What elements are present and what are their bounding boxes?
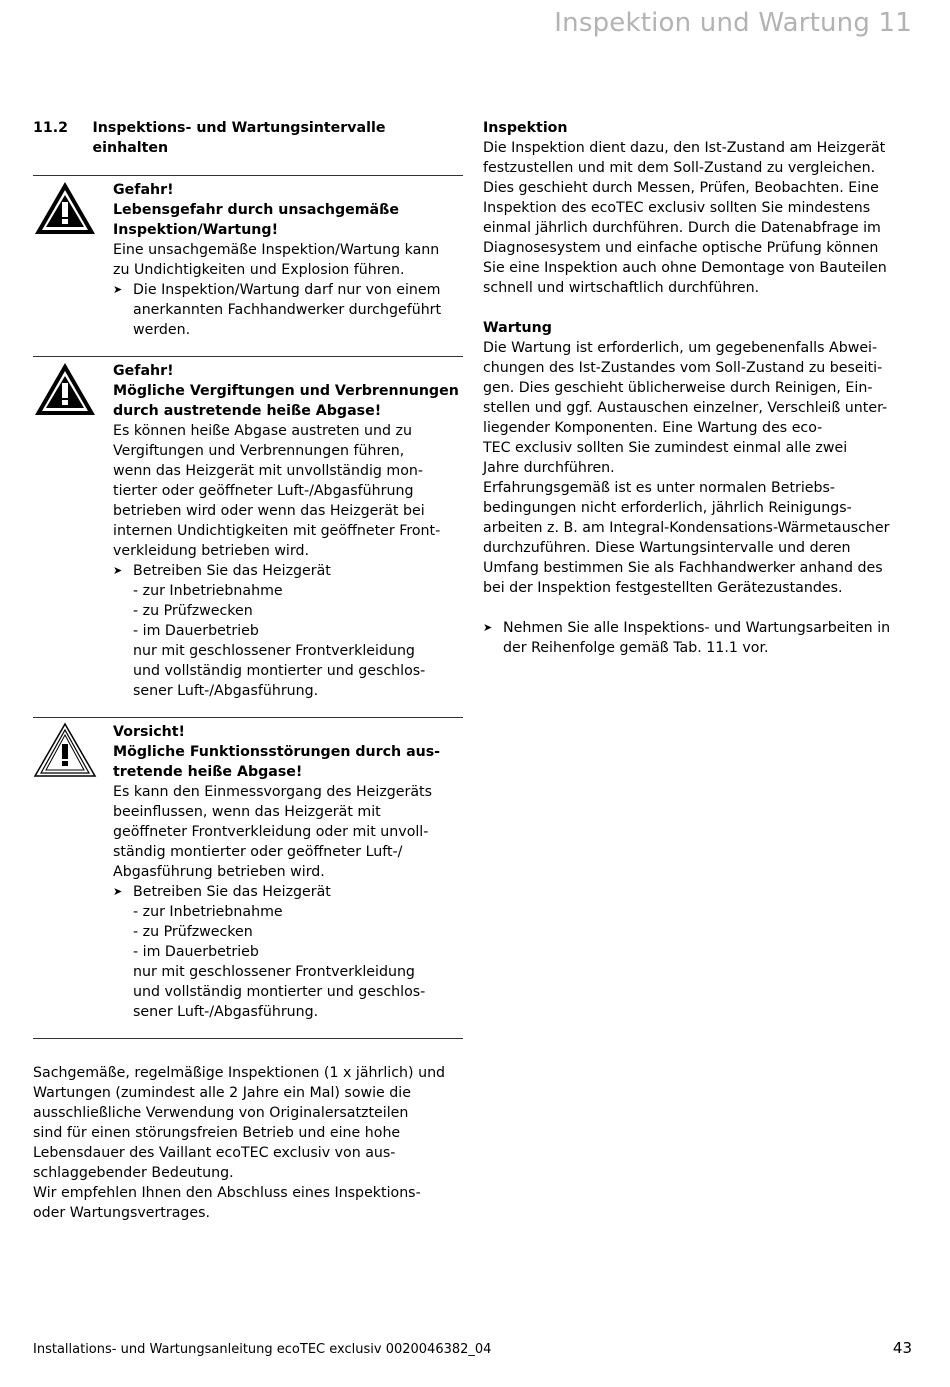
inspektion-line: festzustellen und mit dem Soll-Zustand zu vergleichen. xyxy=(483,160,876,176)
wartung-text xyxy=(483,338,923,598)
wartung-line: Erfahrungsgemäß ist es unter normalen Betriebs- xyxy=(483,480,836,496)
section-number: 11.2 xyxy=(33,120,69,136)
closing-paragraph xyxy=(33,1063,463,1223)
warning-body-line: wenn das Heizgerät mit unvollständig mon- xyxy=(113,463,424,479)
warning-headline: Mögliche Vergiftungen und Verbrennungen xyxy=(113,383,459,399)
wartung-line: arbeiten z. B. am Integral-Kondensations-Wärmetauscher xyxy=(483,520,890,536)
wartung-line: chungen des Ist-Zustandes vom Soll-Zustand zu beseiti- xyxy=(483,360,883,376)
warning-signal-word: Gefahr! xyxy=(113,363,174,379)
warning-action-line: anerkannten Fachhandwerker durchgeführt xyxy=(133,302,442,318)
closing-line: schlaggebender Bedeutung. xyxy=(33,1165,234,1181)
inspektion-line: Diagnosesystem und einfache optische Prüfung können xyxy=(483,240,879,256)
warning-triangle-icon xyxy=(33,180,97,236)
wartung-line: bedingungen nicht erforderlich, jährlich Reinigungs- xyxy=(483,500,852,516)
warning-body-line: Vergiftungen und Verbrennungen führen, xyxy=(113,443,405,459)
warning-sub-line: - im Dauerbetrieb xyxy=(133,623,259,639)
page-number: 43 xyxy=(892,1339,912,1357)
warning-body-line: Eine unsachgemäße Inspektion/Wartung kann xyxy=(113,242,440,258)
warning-action-text xyxy=(133,561,331,581)
warning-block xyxy=(33,717,463,1038)
warning-action-line: werden. xyxy=(133,322,191,338)
inspektion-line: Sie eine Inspektion auch ohne Demontage von Bauteilen xyxy=(483,260,887,276)
inspektion-text xyxy=(483,138,923,298)
wartung-line: TEC exclusiv sollten Sie zumindest einmal alle zwei xyxy=(483,440,848,456)
warning-body-line: ständig montierter oder geöffneter Luft-/ xyxy=(113,844,403,860)
warning-sub-line: - im Dauerbetrieb xyxy=(133,944,259,960)
warning-body-line: Es können heiße Abgase austreten und zu xyxy=(113,423,412,439)
warning-body-line: zu Undichtigkeiten und Explosion führen. xyxy=(113,262,405,278)
warning-sub-line: und vollständig montierter und geschlos- xyxy=(133,984,426,1000)
wartung-line: durchzuführen. Diese Wartungsintervalle und deren xyxy=(483,540,851,556)
warning-body-line: verkleidung betrieben wird. xyxy=(113,543,309,559)
warning-sub-line: und vollständig montierter und geschlos- xyxy=(133,663,426,679)
warning-action xyxy=(113,561,463,581)
footer-doc-title: Installations- und Wartungsanleitung ecoTEC exclusiv 0020046382_04 xyxy=(33,1342,492,1357)
instruction-text xyxy=(503,618,890,658)
wartung-line: bei der Inspektion festgestellten Gerätezustandes. xyxy=(483,580,843,596)
warning-sub-line: sener Luft-/Abgasführung. xyxy=(133,683,319,699)
right-column xyxy=(483,118,923,658)
arrow-bullet-icon: ➤ xyxy=(113,564,123,577)
warning-block xyxy=(33,175,463,356)
arrow-bullet-icon: ➤ xyxy=(483,621,493,634)
warning-body-line: internen Undichtigkeiten mit geöffneter Front- xyxy=(113,523,441,539)
warning-action-text xyxy=(133,882,331,902)
warning-headline: Lebensgefahr durch unsachgemäße xyxy=(113,202,399,218)
warning-body-line: Abgasführung betrieben wird. xyxy=(113,864,325,880)
closing-line: sind für einen störungsfreien Betrieb und eine hohe xyxy=(33,1125,401,1141)
warning-block xyxy=(33,356,463,717)
warning-body-line: betrieben wird oder wenn das Heizgerät bei xyxy=(113,503,425,519)
warning-action xyxy=(113,882,463,902)
warning-sub-line: - zu Prüfzwecken xyxy=(133,924,253,940)
warning-action xyxy=(113,280,463,340)
wartung-line: Die Wartung ist erforderlich, um gegebenenfalls Abwei- xyxy=(483,340,878,356)
warning-headline: durch austretende heiße Abgase! xyxy=(113,403,382,419)
warning-triangle-icon xyxy=(33,361,97,417)
section-heading xyxy=(33,118,463,158)
warning-action-line: Die Inspektion/Wartung darf nur von einem xyxy=(133,282,441,298)
warning-sub-line: sener Luft-/Abgasführung. xyxy=(133,1004,319,1020)
left-column xyxy=(33,118,463,1223)
instruction-line: Nehmen Sie alle Inspektions- und Wartungsarbeiten in xyxy=(503,620,891,636)
instruction-item xyxy=(483,618,923,658)
section-title: Inspektions- und Wartungsintervalle einhalten xyxy=(92,120,386,156)
warning-sub-line: - zur Inbetriebnahme xyxy=(133,583,283,599)
warning-headline: Inspektion/Wartung! xyxy=(113,222,279,238)
warning-signal-word: Gefahr! xyxy=(113,182,174,198)
warning-body-line: geöffneter Frontverkleidung oder mit unvoll- xyxy=(113,824,429,840)
wartung-heading: Wartung xyxy=(483,320,552,336)
warning-sub-line: nur mit geschlossener Frontverkleidung xyxy=(133,964,415,980)
closing-line: ausschließliche Verwendung von Originalersatzteilen xyxy=(33,1105,409,1121)
wartung-line: liegender Komponenten. Eine Wartung des eco- xyxy=(483,420,823,436)
arrow-bullet-icon: ➤ xyxy=(113,885,123,898)
warning-action-line: Betreiben Sie das Heizgerät xyxy=(133,884,331,900)
warning-body-line: Es kann den Einmessvorgang des Heizgeräts xyxy=(113,784,432,800)
warnings-list xyxy=(33,175,463,1038)
inspektion-line: Die Inspektion dient dazu, den Ist-Zustand am Heizgerät xyxy=(483,140,886,156)
closing-line: Wir empfehlen Ihnen den Abschluss eines Inspektions- xyxy=(33,1185,421,1201)
inspektion-line: Dies geschieht durch Messen, Prüfen, Beobachten. Eine xyxy=(483,180,879,196)
wartung-line: Jahre durchführen. xyxy=(483,460,615,476)
wartung-line: gen. Dies geschieht üblicherweise durch Reinigen, Ein- xyxy=(483,380,873,396)
warning-headline: Mögliche Funktionsstörungen durch aus- xyxy=(113,744,441,760)
warning-action-line: Betreiben Sie das Heizgerät xyxy=(133,563,331,579)
warning-sub-line: - zur Inbetriebnahme xyxy=(133,904,283,920)
warning-headline: tretende heiße Abgase! xyxy=(113,764,303,780)
warning-sub-line: - zu Prüfzwecken xyxy=(133,603,253,619)
caution-triangle-icon xyxy=(33,722,97,778)
instruction-line: der Reihenfolge gemäß Tab. 11.1 vor. xyxy=(503,640,769,656)
arrow-bullet-icon: ➤ xyxy=(113,283,123,296)
closing-line: Wartungen (zumindest alle 2 Jahre ein Mal) sowie die xyxy=(33,1085,411,1101)
closing-line: Sachgemäße, regelmäßige Inspektionen (1 x jährlich) und xyxy=(33,1065,446,1081)
warning-action-text xyxy=(133,280,441,340)
warning-body-line: tierter oder geöffneter Luft-/Abgasführung xyxy=(113,483,414,499)
warning-sub-line: nur mit geschlossener Frontverkleidung xyxy=(133,643,415,659)
inspektion-line: Inspektion des ecoTEC exclusiv sollten Sie mindestens xyxy=(483,200,871,216)
inspektion-line: schnell und wirtschaftlich durchführen. xyxy=(483,280,760,296)
closing-line: oder Wartungsvertrages. xyxy=(33,1205,211,1221)
warning-body-line: beeinflussen, wenn das Heizgerät mit xyxy=(113,804,381,820)
wartung-line: Umfang bestimmen Sie als Fachhandwerker anhand des xyxy=(483,560,883,576)
wartung-line: stellen und ggf. Austauschen einzelner, Verschleiß unter- xyxy=(483,400,888,416)
inspektion-line: einmal jährlich durchführen. Durch die Datenabfrage im xyxy=(483,220,881,236)
closing-line: Lebensdauer des Vaillant ecoTEC exclusiv von aus- xyxy=(33,1145,396,1161)
inspektion-heading: Inspektion xyxy=(483,120,568,136)
chapter-header: Inspektion und Wartung 11 xyxy=(554,8,912,38)
warning-signal-word: Vorsicht! xyxy=(113,724,186,740)
